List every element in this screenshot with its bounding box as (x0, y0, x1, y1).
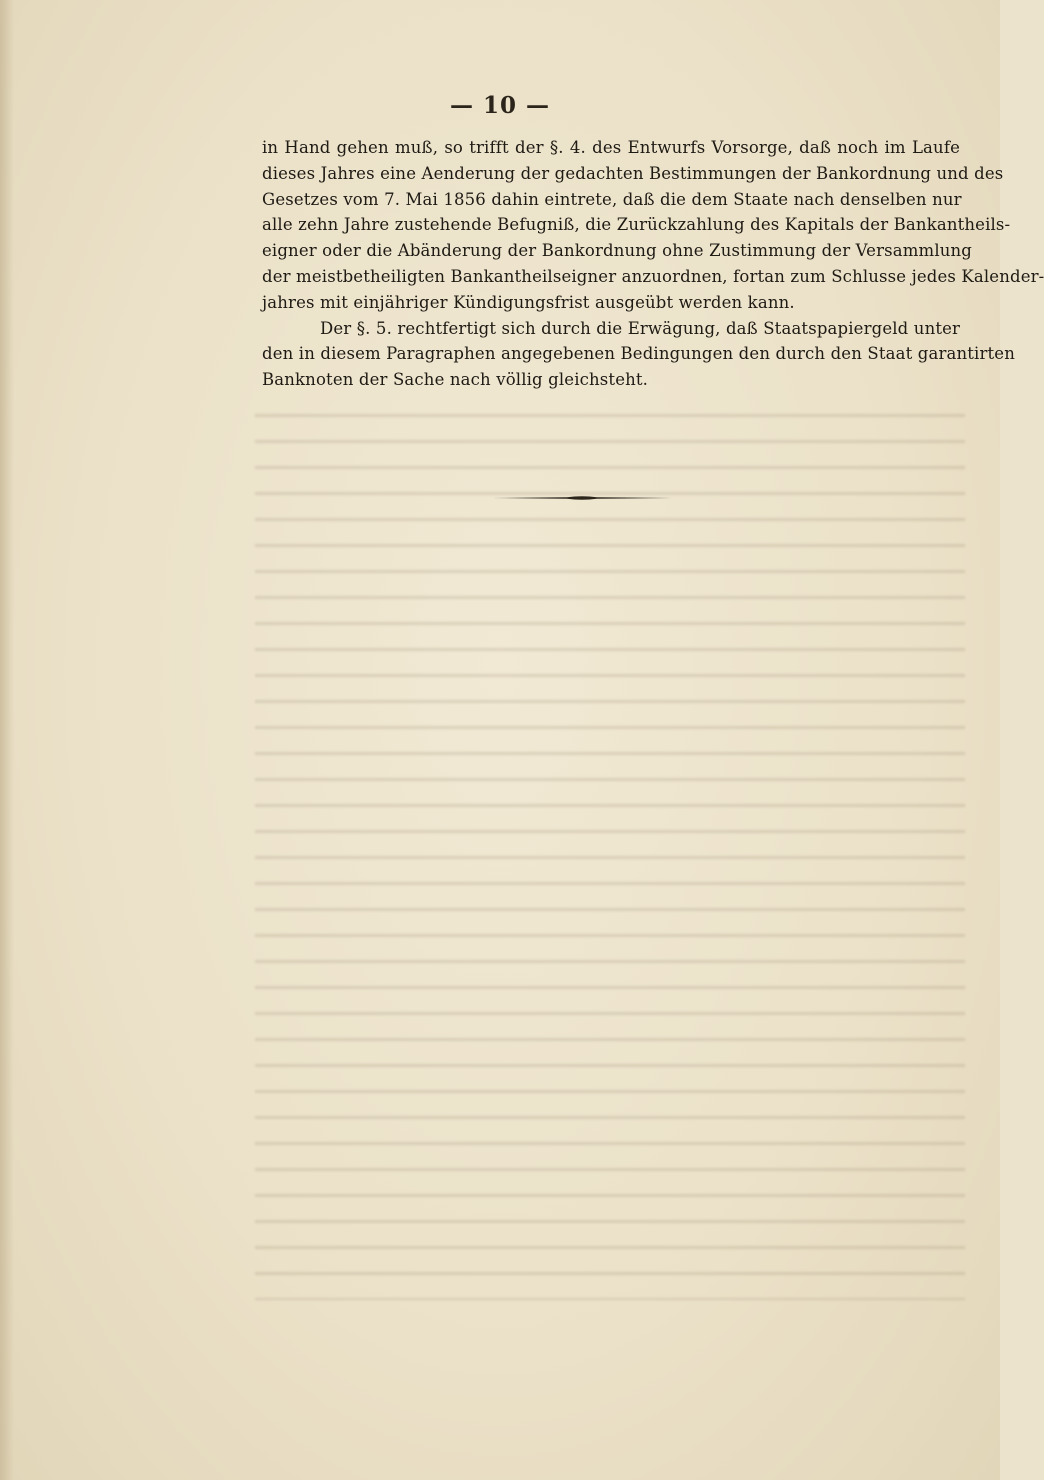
text-line: alle zehn Jahre zustehende Befugniß, die Zurückzahlung des Kapitals der Bankantheils- (262, 215, 1011, 235)
page-number: — 10 — (449, 92, 551, 119)
bleed-through-text (255, 400, 965, 1300)
text-line: den in diesem Paragraphen angegebenen Bedingungen den durch den Staat garantirten (262, 344, 1015, 364)
decorative-rule (492, 495, 672, 501)
text-line: Gesetzes vom 7. Mai 1856 dahin eintrete, daß die dem Staate nach denselben nur (262, 189, 962, 209)
text-line: in Hand gehen muß, so trifft der §. 4. des Entwurfs Vorsorge, daß noch im Laufe (262, 138, 960, 157)
text-line: der meistbetheiligten Bankantheilseigner anzuordnen, fortan zum Schlusse jedes Kalender- (262, 266, 1044, 286)
text-line: eigner oder die Abänderung der Bankordnung ohne Zustimmung der Versammlung (262, 241, 973, 261)
body-text (262, 135, 1044, 393)
text-line: Banknoten der Sache nach völlig gleichsteht. (262, 370, 649, 390)
text-line: Der §. 5. rechtfertigt sich durch die Erwägung, daß Staatspapiergeld unter (320, 318, 961, 338)
text-line: dieses Jahres eine Aenderung der gedachten Bestimmungen der Bankordnung und des (262, 163, 1004, 183)
text-line: jahres mit einjähriger Kündigungsfrist ausgeübt werden kann. (262, 292, 795, 312)
page-edge-shadow (0, 0, 14, 1480)
